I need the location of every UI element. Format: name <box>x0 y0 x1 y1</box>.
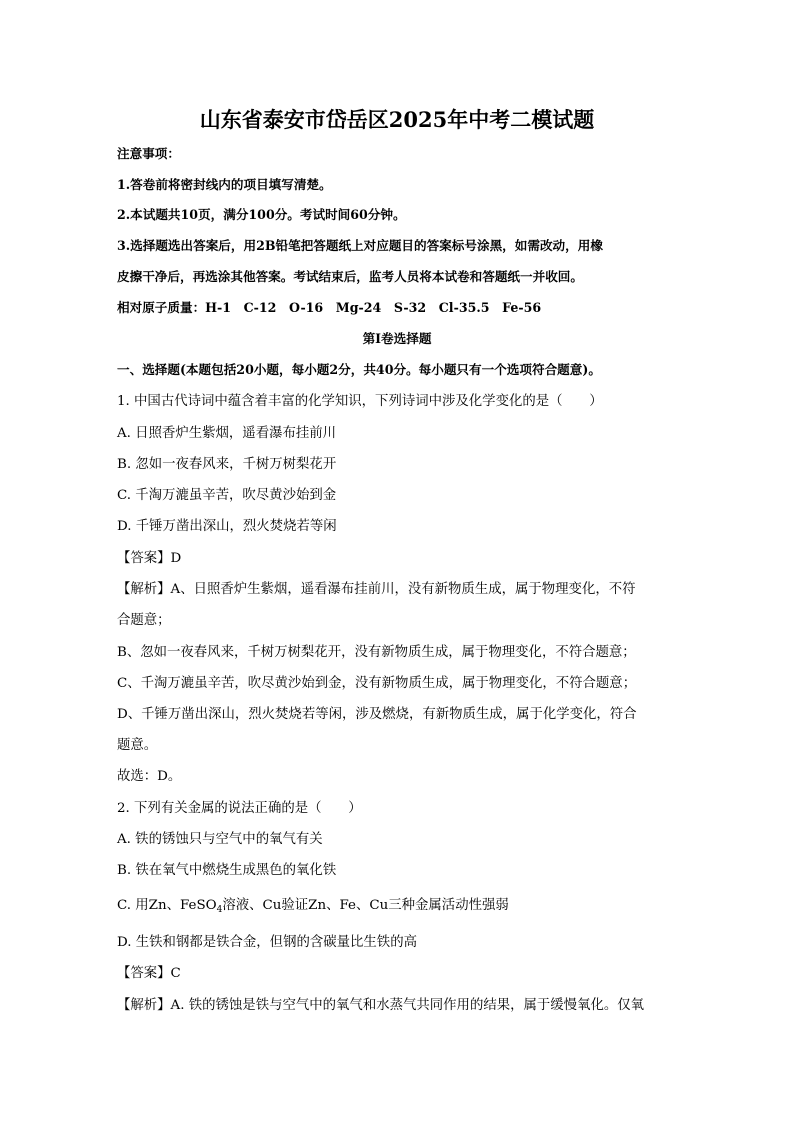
note-item: 1.答卷前将密封线内的项目填写清楚。 <box>117 177 332 192</box>
page-title: 山东省泰安市岱岳区2025年中考二模试题 <box>199 107 595 132</box>
question-1-analysis-line: 题意。 <box>117 738 158 753</box>
question-1-analysis-line: 合题意； <box>117 613 171 628</box>
question-1-analysis-line: 【解析】A、日照香炉生紫烟，遥看瀑布挂前川，没有新物质生成，属于物理变化，不符 <box>117 582 636 597</box>
question-1-option-d: D. 千锤万凿出深山，烈火焚烧若等闲 <box>117 519 337 534</box>
question-1-conclusion: 故选：D。 <box>117 769 182 784</box>
note-item: 皮擦干净后，再选涂其他答案。考试结束后，监考人员将本试卷和答题纸一并收回。 <box>117 269 583 284</box>
question-1-option-c: C. 千淘万漉虽辛苦，吹尽黄沙始到金 <box>117 488 337 503</box>
notes-heading: 注意事项： <box>117 146 180 161</box>
option-c-text-after: 溶液、Cu验证Zn、Fe、Cu三种金属活动性强弱 <box>222 898 509 913</box>
option-c-text-before: C. 用Zn、FeSO <box>117 898 217 913</box>
question-1-answer: 【答案】D <box>117 551 182 566</box>
question-2-option-c <box>117 897 509 919</box>
note-item: 3.选择题选出答案后，用2B铅笔把答题纸上对应题目的答案标号涂黑，如需改动，用橡 <box>117 238 603 253</box>
question-2-analysis-line: 【解析】A. 铁的锈蚀是铁与空气中的氧气和水蒸气共同作用的结果，属于缓慢氧化。仅氧 <box>117 998 645 1013</box>
section-instruction: 一、选择题(本题包括20小题，每小题2分，共40分。每小题只有一个选项符合题意)。 <box>117 362 601 377</box>
question-2-stem: 2. 下列有关金属的说法正确的是（ ） <box>117 801 362 816</box>
note-item: 2.本试题共10页，满分100分。考试时间60分钟。 <box>117 207 406 222</box>
question-1-analysis-line: C、千淘万漉虽辛苦，吹尽黄沙始到金，没有新物质生成，属于物理变化，不符合题意； <box>117 676 637 691</box>
question-2-option-a: A. 铁的锈蚀只与空气中的氧气有关 <box>117 832 323 847</box>
question-2-option-d: D. 生铁和钢都是铁合金，但钢的含碳量比生铁的高 <box>117 935 417 950</box>
section-title: 第Ⅰ卷选择题 <box>362 331 432 346</box>
question-1-stem: 1. 中国古代诗词中蕴含着丰富的化学知识，下列诗词中涉及化学变化的是（ ） <box>117 394 603 409</box>
question-1-option-a: A. 日照香炉生紫烟，遥看瀑布挂前川 <box>117 426 337 441</box>
question-2-answer: 【答案】C <box>117 966 181 981</box>
question-1-analysis-line: B、忽如一夜春风来，千树万树梨花开，没有新物质生成，属于物理变化，不符合题意； <box>117 645 636 660</box>
atomic-masses: 相对原子质量：H-1 C-12 O-16 Mg-24 S-32 Cl-35.5 Fe-56 <box>117 300 542 315</box>
sulfate-subscript: 4 <box>216 905 223 915</box>
question-1-analysis-line: D、千锤万凿出深山，烈火焚烧若等闲，涉及燃烧，有新物质生成，属于化学变化，符合 <box>117 707 637 722</box>
question-1-option-b: B. 忽如一夜春风来，千树万树梨花开 <box>117 457 337 472</box>
question-2-option-b: B. 铁在氧气中燃烧生成黑色的氧化铁 <box>117 863 337 878</box>
